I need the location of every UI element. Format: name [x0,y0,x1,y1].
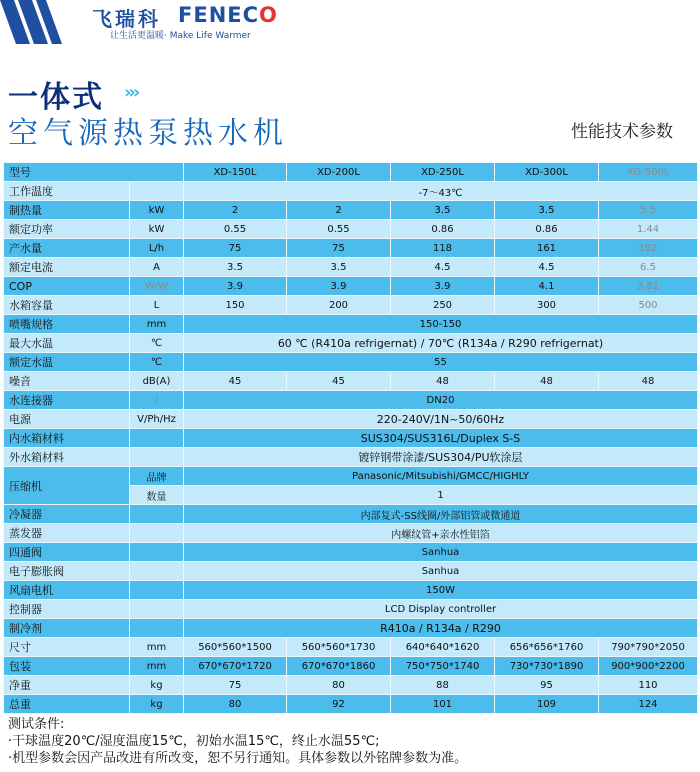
header-model-name: XD-250L [391,163,495,182]
param-value: R410a / R134a / R290 [184,619,698,638]
param-name: 包装 [4,657,130,676]
chevron-arrows-icon: ››› [124,82,138,103]
table-header-row [4,163,698,182]
param-value: 60 ℃ (R410a refrigernat) / 70℃ (R134a / R290 refrigernat) [184,334,698,353]
table-row [4,657,698,676]
brand-stripes-graphic [0,0,62,44]
param-unit [130,429,184,448]
param-value: DN20 [184,391,698,410]
param-value: 670*670*1860 [287,657,391,676]
param-value: 1.44 [599,220,698,239]
param-value: 656*656*1760 [495,638,599,657]
param-value: 560*560*1500 [184,638,287,657]
param-value: 0.86 [495,220,599,239]
param-value: 640*640*1620 [391,638,495,657]
param-value: 250 [391,296,495,315]
header-model-label: 型号 [4,163,184,182]
param-value: 55 [184,353,698,372]
param-value: 4.5 [391,258,495,277]
param-value: 内部复式-SS线圈/外部铝管或微通道 [184,505,698,524]
brand-name-en: FENECO [178,3,278,27]
table-row [4,505,698,524]
param-name: 产水量 [4,239,130,258]
table-row [4,467,698,486]
table-row [4,334,698,353]
param-value: 4.1 [495,277,599,296]
param-unit [130,543,184,562]
param-value: 80 [287,676,391,695]
param-value: 4.5 [495,258,599,277]
param-value: 790*790*2050 [599,638,698,657]
param-unit: mm [130,657,184,676]
table-row [4,239,698,258]
param-name: 外水箱材料 [4,448,130,467]
param-name: 内水箱材料 [4,429,130,448]
table-row [4,315,698,334]
param-unit: ℃ [130,353,184,372]
param-value: 3.9 [287,277,391,296]
param-unit: mm [130,315,184,334]
param-name: 四通阀 [4,543,130,562]
param-sub-label: 品牌 [130,467,184,486]
param-value: 0.55 [184,220,287,239]
param-unit [130,581,184,600]
page-subtitle: 性能技术参数 [571,122,673,142]
param-name: 额定功率 [4,220,130,239]
param-unit: kg [130,695,184,714]
param-unit [130,448,184,467]
param-unit: dB(A) [130,372,184,391]
param-value: 150W [184,581,698,600]
header-model-name: XD-200L [287,163,391,182]
param-value: 75 [184,239,287,258]
table-row [4,695,698,714]
param-value: 2 [287,201,391,220]
table-row [4,410,698,429]
param-value: 3.9 [391,277,495,296]
param-value: 88 [391,676,495,695]
param-value: 3.81 [599,277,698,296]
param-unit: A [130,258,184,277]
param-value: 124 [599,695,698,714]
param-value: LCD Display controller [184,600,698,619]
param-unit: V/Ph/Hz [130,410,184,429]
table-row [4,429,698,448]
param-value: 6.5 [599,258,698,277]
header-model-name: XD-500L [599,163,698,182]
param-unit [130,524,184,543]
param-name: 尺寸 [4,638,130,657]
param-name: 额定水温 [4,353,130,372]
param-value: 161 [495,239,599,258]
param-value: 500 [599,296,698,315]
param-value: 101 [391,695,495,714]
param-value: 95 [495,676,599,695]
table-row [4,543,698,562]
param-value: 1 [184,486,698,505]
table-row [4,448,698,467]
param-value: 92 [287,695,391,714]
table-row [4,391,698,410]
param-value: 200 [287,296,391,315]
param-value: Sanhua [184,543,698,562]
param-name: 喷嘴规格 [4,315,130,334]
param-value: Panasonic/Mitsubishi/GMCC/HIGHLY [184,467,698,486]
param-name: 制冷剂 [4,619,130,638]
param-unit: kW [130,201,184,220]
param-name: 电子膨胀阀 [4,562,130,581]
param-value: 109 [495,695,599,714]
param-name: 总重 [4,695,130,714]
param-value: 3.9 [184,277,287,296]
spec-table [3,162,698,714]
param-value: 48 [495,372,599,391]
param-value: 2 [184,201,287,220]
table-row [4,201,698,220]
param-unit: mm [130,638,184,657]
brand-header [0,0,700,44]
param-name: 最大水温 [4,334,130,353]
param-name: 蒸发器 [4,524,130,543]
param-value: Sanhua [184,562,698,581]
param-value: 0.86 [391,220,495,239]
param-value: 80 [184,695,287,714]
param-unit: kg [130,676,184,695]
param-unit: W/W [130,277,184,296]
header-model-name: XD-300L [495,163,599,182]
title-line1: 一体式 [8,80,104,115]
param-name: 水连接器 [4,391,130,410]
param-name: 噪音 [4,372,130,391]
param-value: 5.5 [599,201,698,220]
param-unit: kW [130,220,184,239]
param-value: 3.5 [495,201,599,220]
param-value: 镀锌钢带涂漆/SUS304/PU软涂层 [184,448,698,467]
table-row [4,600,698,619]
table-row [4,258,698,277]
param-unit [130,619,184,638]
param-name: 制热量 [4,201,130,220]
table-row [4,562,698,581]
param-unit [130,182,184,201]
header-model-name: XD-150L [184,163,287,182]
table-row [4,220,698,239]
table-row [4,277,698,296]
test-conditions [8,716,467,767]
param-sub-label: 数量 [130,486,184,505]
param-name: 净重 [4,676,130,695]
param-value: 150 [184,296,287,315]
param-name: 压缩机 [4,467,130,505]
param-unit [130,600,184,619]
param-name: 工作温度 [4,182,130,201]
param-unit: / [130,391,184,410]
param-name: 冷凝器 [4,505,130,524]
param-name: COP [4,277,130,296]
param-unit: L [130,296,184,315]
param-value: 48 [599,372,698,391]
table-row [4,581,698,600]
param-value: 45 [287,372,391,391]
table-row [4,296,698,315]
param-value: 110 [599,676,698,695]
param-value: 730*730*1890 [495,657,599,676]
param-value: 220-240V/1N~50/60Hz [184,410,698,429]
brand-name-cn: 飞瑞科 [92,7,161,31]
param-value: SUS304/SUS316L/Duplex S-S [184,429,698,448]
table-row [4,638,698,657]
param-unit: L/h [130,239,184,258]
param-value: 内螺纹管+亲水性铝箔 [184,524,698,543]
param-name: 风扇电机 [4,581,130,600]
param-value: 150-150 [184,315,698,334]
param-name: 控制器 [4,600,130,619]
param-name: 电源 [4,410,130,429]
notes-line: ·干球温度20℃/湿度温度15℃，初始水温15℃，终止水温55℃; [8,734,380,749]
param-value: 118 [391,239,495,258]
notes-heading: 测试条件: [8,717,65,732]
param-value: 48 [391,372,495,391]
table-row [4,676,698,695]
param-value: 3.5 [287,258,391,277]
param-unit [130,562,184,581]
param-value: 0.55 [287,220,391,239]
table-row [4,353,698,372]
table-row [4,619,698,638]
param-value: 560*560*1730 [287,638,391,657]
table-row [4,182,698,201]
param-value: 900*900*2200 [599,657,698,676]
param-name: 额定电流 [4,258,130,277]
param-value: 3.5 [184,258,287,277]
table-row [4,524,698,543]
brand-slogan: 让生活更温暖· Make Life Warmer [110,31,251,41]
param-value: 3.5 [391,201,495,220]
param-value: -7～43℃ [184,182,698,201]
title-line2: 空气源热泵热水机 [8,116,288,151]
param-value: 300 [495,296,599,315]
table-row [4,372,698,391]
param-value: 75 [184,676,287,695]
param-value: 670*670*1720 [184,657,287,676]
param-value: 192 [599,239,698,258]
param-unit [130,505,184,524]
param-value: 750*750*1740 [391,657,495,676]
notes-line: ·机型参数会因产品改进有所改变，恕不另行通知。具体参数以外铭牌参数为准。 [8,751,468,766]
param-value: 75 [287,239,391,258]
param-unit: ℃ [130,334,184,353]
param-name: 水箱容量 [4,296,130,315]
param-value: 45 [184,372,287,391]
